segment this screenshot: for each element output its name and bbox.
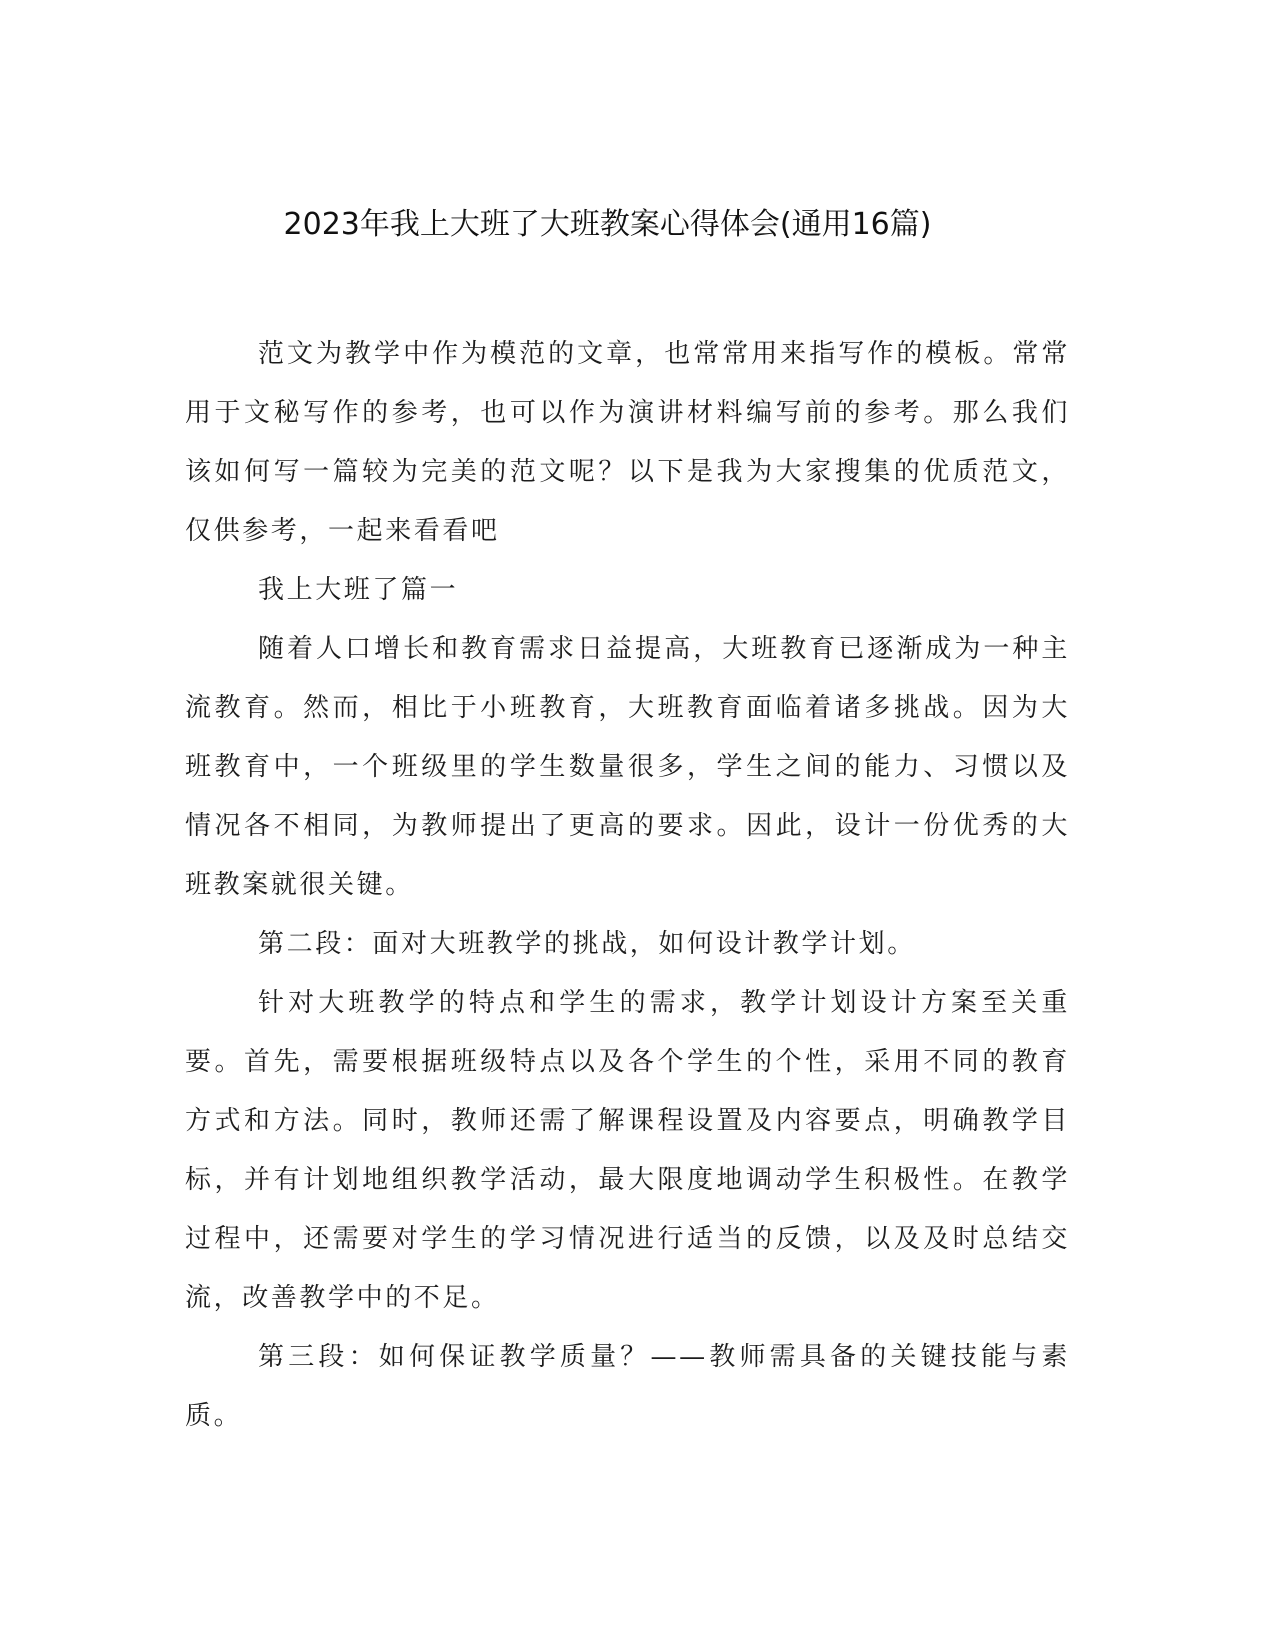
document-title: 2023年我上大班了大班教案心得体会(通用16篇) bbox=[283, 207, 932, 242]
section-heading-third: 第三段：如何保证教学质量？——教师需具备的关键技能与素质。 bbox=[185, 1342, 1070, 1431]
paragraph-second-section: 针对大班教学的特点和学生的需求，教学计划设计方案至关重要。首先，需要根据班级特点以及各个学生的个性，采用不同的教育方式和方法。同时，教师还需了解课程设置及内容要点，明确教学目标，并有计划地组织教学活动，最大限度地调动学生积极性。在教学过程中，还需要对学生的学习情况进行适当的反馈，以及及时总结交流，改善教学中的不足。 bbox=[185, 988, 1070, 1313]
paragraph-first-section: 随着人口增长和教育需求日益提高，大班教育已逐渐成为一种主流教育。然而，相比于小班教育，大班教育面临着诸多挑战。因为大班教育中，一个班级里的学生数量很多，学生之间的能力、习惯以及情况各不相同，为教师提出了更高的要求。因此，设计一份优秀的大班教案就很关键。 bbox=[185, 634, 1070, 900]
section-heading-second: 第二段：面对大班教学的挑战，如何设计教学计划。 bbox=[258, 929, 916, 959]
document-body bbox=[185, 325, 1070, 1446]
intro-paragraph: 范文为教学中作为模范的文章，也常常用来指写作的模板。常常用于文秘写作的参考，也可以作为演讲材料编写前的参考。那么我们该如何写一篇较为完美的范文呢？以下是我为大家搜集的优质范文，仅供参考，一起来看看吧 bbox=[185, 339, 1070, 546]
section-heading-part-one: 我上大班了篇一 bbox=[258, 575, 459, 605]
